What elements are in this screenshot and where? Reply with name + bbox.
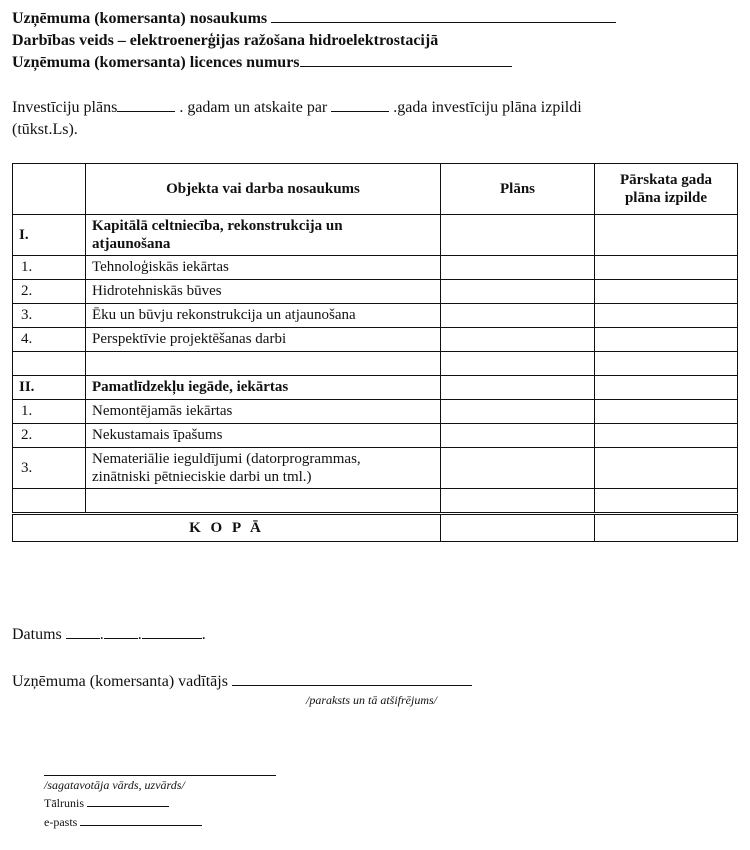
execution-cell[interactable] xyxy=(595,280,738,304)
empty-row xyxy=(13,352,738,376)
plan-cell[interactable] xyxy=(441,448,595,489)
section-row xyxy=(13,376,738,400)
plan-cell[interactable] xyxy=(441,489,595,514)
manager-signature-field[interactable] xyxy=(232,671,472,686)
date-label: Datums xyxy=(12,626,62,643)
header-name: Objekta vai darba nosaukums xyxy=(86,164,441,215)
row-number: 1. xyxy=(13,256,86,280)
table-header-row xyxy=(13,164,738,215)
plan-cell[interactable] xyxy=(441,215,595,256)
plan-cell[interactable] xyxy=(441,424,595,448)
row-number: 3. xyxy=(13,448,86,489)
row-name: Nemontējamās iekārtas xyxy=(86,400,441,424)
empty-row xyxy=(13,489,738,514)
plan-cell[interactable] xyxy=(441,256,595,280)
date-month-field[interactable] xyxy=(104,624,138,639)
company-name-label: Uzņēmuma (komersanta) nosaukums xyxy=(12,10,268,27)
header-number xyxy=(13,164,86,215)
plan-year-field[interactable] xyxy=(117,97,175,112)
total-plan-cell[interactable] xyxy=(441,514,595,542)
preparer-name-field[interactable] xyxy=(44,775,276,776)
execution-cell[interactable] xyxy=(595,304,738,328)
manager-line xyxy=(12,671,472,691)
table-row xyxy=(13,280,738,304)
row-name: Nemateriālie ieguldījumi (datorprogrammas, zinātniski pētnieciskie darbi un tml.) xyxy=(86,448,441,489)
email-field[interactable] xyxy=(80,815,202,826)
row-name: Hidrotehniskās būves xyxy=(86,280,441,304)
company-name-line xyxy=(12,8,616,29)
row-name: Ēku un būvju rekonstrukcija un atjaunošana xyxy=(86,304,441,328)
table-row xyxy=(13,304,738,328)
date-line: Datums . . . xyxy=(12,626,206,643)
execution-cell[interactable] xyxy=(595,328,738,352)
execution-cell[interactable] xyxy=(595,215,738,256)
row-name: Perspektīvie projektēšanas darbi xyxy=(86,328,441,352)
table-row xyxy=(13,328,738,352)
header-execution: Pārskata gada plāna izpilde xyxy=(595,164,738,215)
total-row xyxy=(13,514,738,542)
execution-cell[interactable] xyxy=(595,489,738,514)
row-name: Tehnoloģiskās iekārtas xyxy=(86,256,441,280)
row-number: 4. xyxy=(13,328,86,352)
section-number: II. xyxy=(13,376,86,400)
company-name-field[interactable] xyxy=(271,8,616,23)
date-year-field[interactable] xyxy=(142,624,202,639)
report-year-field[interactable] xyxy=(331,97,389,112)
section-row xyxy=(13,215,738,256)
intro-report-label: . gadam un atskaite par xyxy=(179,99,328,116)
signature-caption: /paraksts un tā atšifrējums/ xyxy=(306,693,438,707)
execution-cell[interactable] xyxy=(595,256,738,280)
table-row xyxy=(13,400,738,424)
execution-cell[interactable] xyxy=(595,448,738,489)
plan-cell[interactable] xyxy=(441,352,595,376)
intro-units: (tūkst.Ls). xyxy=(12,121,78,138)
header-plan: Plāns xyxy=(441,164,595,215)
phone-field[interactable] xyxy=(87,796,169,807)
plan-cell[interactable] xyxy=(441,328,595,352)
investment-table xyxy=(12,163,738,542)
total-execution-cell[interactable] xyxy=(595,514,738,542)
row-number: 1. xyxy=(13,400,86,424)
table-row xyxy=(13,424,738,448)
row-name: Nekustamais īpašums xyxy=(86,424,441,448)
plan-cell[interactable] xyxy=(441,376,595,400)
section-title: Pamatlīdzekļu iegāde, iekārtas xyxy=(86,376,441,400)
license-number-field[interactable] xyxy=(300,52,512,67)
section-title: Kapitālā celtniecība, rekonstrukcija un atjaunošana xyxy=(86,215,441,256)
execution-cell[interactable] xyxy=(595,352,738,376)
row-number: 2. xyxy=(13,424,86,448)
plan-cell[interactable] xyxy=(441,304,595,328)
row-number: 3. xyxy=(13,304,86,328)
plan-cell[interactable] xyxy=(441,280,595,304)
execution-cell[interactable] xyxy=(595,424,738,448)
date-day-field[interactable] xyxy=(66,624,100,639)
plan-cell[interactable] xyxy=(441,400,595,424)
intro-text xyxy=(12,97,582,141)
execution-cell[interactable] xyxy=(595,400,738,424)
table-row xyxy=(13,448,738,489)
row-number: 2. xyxy=(13,280,86,304)
section-number: I. xyxy=(13,215,86,256)
email-line xyxy=(44,815,202,830)
preparer-caption: /sagatavotāja vārds, uzvārds/ xyxy=(44,778,185,792)
license-number-label: Uzņēmuma (komersanta) licences numurs xyxy=(12,54,300,71)
phone-line xyxy=(44,796,169,811)
manager-label: Uzņēmuma (komersanta) vadītājs xyxy=(12,673,228,690)
intro-plan-label: Investīciju plāns xyxy=(12,99,118,116)
intro-execution-label: .gada investīciju plāna izpildi xyxy=(393,99,582,116)
execution-cell[interactable] xyxy=(595,376,738,400)
activity-type: Darbības veids – elektroenerģijas ražošana hidroelektrostacijā xyxy=(12,32,439,49)
license-number-line xyxy=(12,52,512,73)
phone-label: Tālrunis xyxy=(44,796,84,810)
table-row xyxy=(13,256,738,280)
email-label: e-pasts xyxy=(44,815,78,829)
total-label: K O P Ā xyxy=(13,514,441,542)
